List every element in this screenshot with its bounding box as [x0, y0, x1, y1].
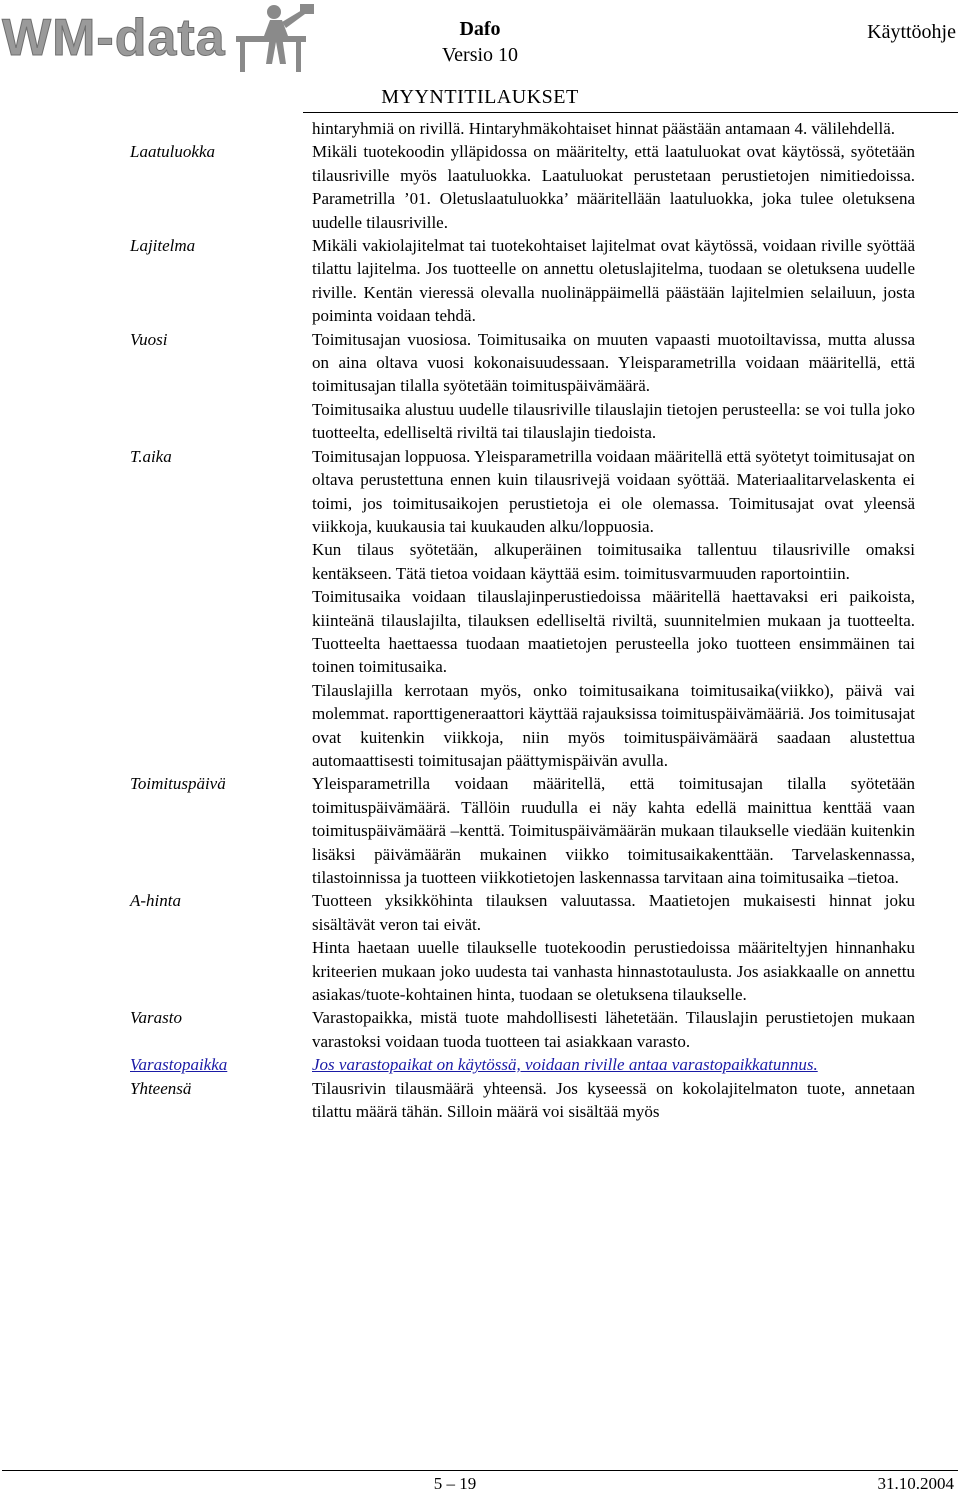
app-name: Dafo	[459, 18, 501, 40]
description-paragraph: Mikäli tuotekoodin ylläpidossa on määritelty, että laatuluokat ovat käytössä, syötetään tilausriville myös laatuluokka. Laatuluokat perustetaan perustietojen nimitiedoissa. Parametrilla ’01. Oletuslaatuluokka’ määritellään laatuluokka, joka tulee oletuksena uudelle tilausriville.	[312, 142, 915, 232]
field-entry	[0, 772, 960, 889]
field-description	[312, 889, 915, 1006]
description-paragraph: Toimitusaika voidaan tilauslajinperustiedoissa määritellä haettavaksi eri paikoista, kiinteänä tilauslajilta, tilauksen edelliseltä riviltä, suunnitelmien mukaan ja tuotteelta. Tuotteelta haettaessa tuodaan maatietojen perusteella joko tuotteen ensimmäinen tai toinen toimitusaika.	[312, 587, 915, 677]
field-term: A-hinta	[130, 891, 181, 911]
field-description	[312, 140, 915, 234]
description-paragraph: Toimitusajan vuosiosa. Toimitusaika on muuten vapaasti muotoiltavissa, mutta alussa on aina oltava vuosi kokonaisuudessaan. Yleisparametrilla voidaan määritellä, että toimitusajan tilalla syötetään toimituspäivämäärä.	[312, 329, 915, 396]
field-entry	[0, 1006, 960, 1053]
header-divider	[303, 112, 958, 113]
field-term: Lajitelma	[130, 236, 196, 256]
description-paragraph: hintaryhmiä on rivillä. Hintaryhmäkohtaiset hinnat päästään antamaan 4. välilehdellä.	[312, 119, 896, 138]
field-entry	[0, 117, 960, 140]
footer-divider	[2, 1470, 958, 1471]
description-paragraph: Tilausrivin tilausmäärä yhteensä. Jos kyseessä on kokolajitelmaton tuote, annetaan tilattu määrä tähän. Silloin määrä voi sisältää myös	[312, 1078, 915, 1122]
field-term[interactable]: Varastopaikka	[130, 1055, 228, 1075]
document-body	[0, 117, 960, 1123]
field-description	[312, 117, 915, 140]
section-title: MYYNTITILAUKSET	[381, 86, 579, 108]
field-entry	[0, 1077, 960, 1124]
page-number: 5 – 19	[433, 1474, 477, 1493]
field-entry	[0, 328, 960, 445]
description-paragraph: Kun tilaus syötetään, alkuperäinen toimitusaika tallentuu tilausriville omaksi kentäkseen. Tätä tietoa voidaan käyttää esim. toimitusvarmuuden raportointiin.	[312, 540, 915, 583]
document-type: Käyttöohje	[867, 21, 956, 43]
field-entry	[0, 140, 960, 234]
field-description	[312, 1053, 915, 1076]
field-description	[312, 1077, 915, 1124]
description-paragraph: Toimitusajan loppuosa. Yleisparametrilla voidaan määritellä että syötetyt toimitusajat on oltava perustettuna ennen kuin tilausrivejä voidaan syöttää. Materiaalitarvelaskenta ei toimi, jos toimitusaikojen perustietoja ei ole olemassa. Toimitusajat ovat yleensä viikkoja, kuukausia tai kuukauden alku/loppuosia.	[312, 446, 915, 536]
description-paragraph: Tuotteen yksikköhinta tilauksen valuutassa. Maatietojen mukaisesti hinnat joku sisältävät veron tai eivät.	[312, 891, 915, 934]
field-description	[312, 445, 915, 773]
app-version: Versio 10	[441, 44, 519, 66]
logo-text: WM-data	[2, 9, 226, 67]
field-description	[312, 328, 915, 445]
field-entry	[0, 889, 960, 1006]
page-header	[0, 0, 960, 120]
description-paragraph: Varastopaikka, mistä tuote mahdollisesti lähetetään. Tilauslajin perustietojen mukaan varastoksi voidaan tuoda tuotteen tai asiakkaan varasto.	[312, 1008, 915, 1051]
field-term: Laatuluokka	[130, 142, 215, 162]
field-description	[312, 234, 915, 328]
field-term: Toimituspäivä	[130, 774, 226, 794]
description-paragraph: Yleisparametrilla voidaan määritellä, että toimitusajan tilalla syötetään toimituspäivämäärä. Tällöin ruudulla ei näy kahta edellä mainittua kenttää vaan toimituspäivämäärä –kenttä. Toimituspäivämäärän mukaan tilaukselle viedään kuitenkin lisäksi päivämäärän mukainen viikko toimitusaikakenttään. Tarvelaskennassa, tilastoinnissa ja tuotteen viikkotietojen laskennassa tarvitaan aina toimitusaika –tietoa.	[312, 774, 915, 887]
document-date: 31.10.2004	[877, 1474, 954, 1493]
field-entry	[0, 234, 960, 328]
description-paragraph: Tilauslajilla kerrotaan myös, onko toimitusaikana toimitusaika(viikko), päivä vai molemmat. raporttigeneraattori käyttää rajauksissa toimituspäivämääriä. Jos toimitusajat ovat kuitenkin viikkoja, niin myös toimituspäivämäärä saadaan alustettua automaattisesti toimitusajan päättymispäivän avulla.	[312, 680, 915, 770]
description-paragraph: Hinta haetaan uuelle tilaukselle tuotekoodin perustiedoissa määriteltyjen hinnanhaku kriteerien mukaan joko uudesta tai vanhasta hinnastotaulusta. Jos asiakkaalle on annettu asiakas/tuote-kohtainen hinta, tuodaan se oletuksena tilaukselle.	[312, 938, 915, 1005]
description-paragraph: Mikäli vakiolajitelmat tai tuotekohtaiset lajitelmat ovat käytössä, voidaan riville syöttää tilattu lajitelma. Jos tuotteelle on annettu oletuslajitelma, tuodaan se oletuksena uudelle riville. Kentän vieressä olevalla nuolinäppäimellä päästään lajitelmien selailuun, josta poiminta voidaan tehdä.	[312, 236, 915, 326]
description-link[interactable]: Jos varastopaikat on käytössä, voidaan riville antaa varastopaikkatunnus.	[312, 1055, 818, 1075]
field-description	[312, 772, 915, 889]
field-term: Varasto	[130, 1008, 182, 1028]
field-description	[312, 1006, 915, 1053]
field-term: T.aika	[130, 446, 172, 466]
field-term: Vuosi	[130, 329, 168, 349]
field-entry	[0, 1053, 960, 1076]
wm-data-logo	[2, 2, 320, 80]
description-paragraph: Toimitusaika alustuu uudelle tilausriville tilauslajin tietojen perusteella: se voi tulla joko tuotteelta, edelliseltä riviltä tai tilauslajin tiedoista.	[312, 399, 915, 443]
field-term: Yhteensä	[130, 1078, 192, 1098]
field-entry	[0, 445, 960, 773]
